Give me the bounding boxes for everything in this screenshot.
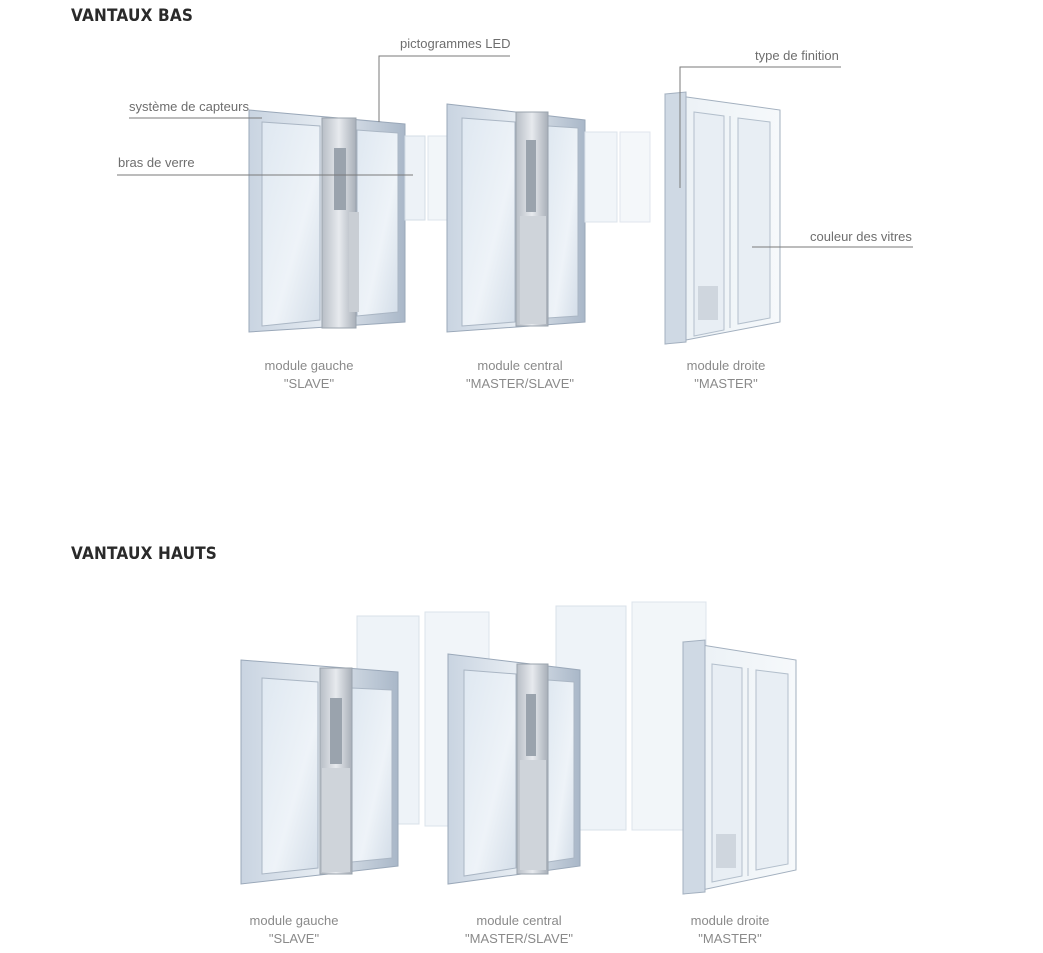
caption-high-right — [650, 912, 810, 948]
caption-high-right-line1: module droite — [690, 913, 770, 928]
section-title-low: VANTAUX BAS — [71, 6, 194, 26]
caption-high-left-line1: module gauche — [249, 913, 339, 928]
caption-high-central — [439, 912, 599, 948]
low-right-module — [665, 92, 780, 344]
caption-low-central-line1: module central — [477, 358, 563, 373]
high-right-module — [683, 640, 796, 894]
caption-low-central-line2: "MASTER/SLAVE" — [466, 376, 574, 391]
caption-low-right — [646, 357, 806, 393]
callout-glass-color: couleur des vitres — [810, 229, 912, 244]
low-glass-arm-right — [585, 132, 617, 222]
caption-high-left — [214, 912, 374, 948]
callout-sensor-system: système de capteurs — [129, 99, 249, 114]
caption-low-left-line1: module gauche — [264, 358, 354, 373]
caption-low-right-line2: "MASTER" — [694, 376, 758, 391]
high-left-module — [241, 660, 398, 884]
low-central-module — [447, 104, 585, 332]
callout-led-pictograms: pictogrammes LED — [400, 36, 511, 51]
caption-high-right-line2: "MASTER" — [698, 931, 762, 946]
caption-low-left-line2: "SLAVE" — [283, 376, 335, 391]
caption-high-left-line2: "SLAVE" — [268, 931, 320, 946]
caption-high-central-line1: module central — [476, 913, 562, 928]
low-left-module — [249, 110, 405, 332]
caption-low-left — [229, 357, 389, 393]
caption-low-central — [440, 357, 600, 393]
high-central-module — [448, 654, 580, 884]
callout-glass-arm: bras de verre — [118, 155, 195, 170]
callout-finish-type: type de finition — [755, 48, 839, 63]
caption-low-right-line1: module droite — [686, 358, 766, 373]
low-glass-arm-left — [405, 136, 425, 220]
caption-high-central-line2: "MASTER/SLAVE" — [465, 931, 573, 946]
section-title-high: VANTAUX HAUTS — [71, 544, 218, 564]
low-glass-arm-right-2 — [620, 132, 650, 222]
